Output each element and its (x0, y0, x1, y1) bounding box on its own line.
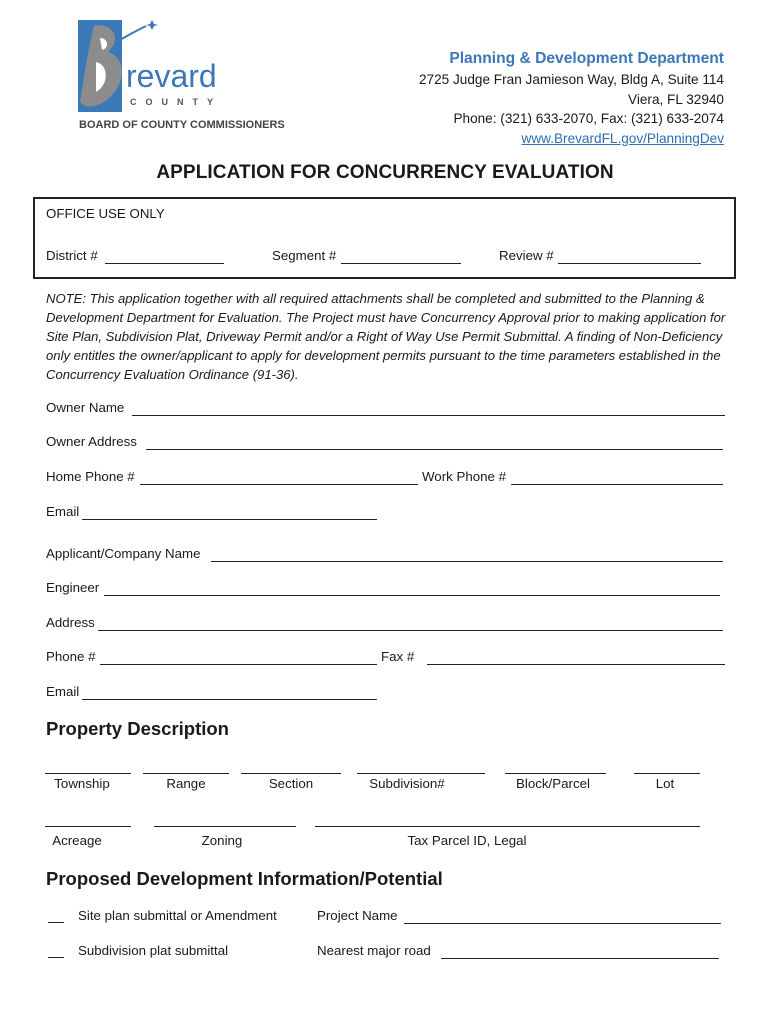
applicant-phone-label: Phone # (46, 649, 96, 664)
department-address: 2725 Judge Fran Jamieson Way, Bldg A, Suite 114 (418, 72, 724, 87)
proposed-development-heading: Proposed Development Information/Potential (46, 868, 443, 889)
subdivision-plat-label: Subdivision plat submittal (78, 943, 229, 958)
segment-field[interactable] (341, 263, 461, 264)
applicant-fax-label: Fax # (381, 649, 415, 664)
district-field[interactable] (105, 263, 224, 264)
tax-parcel-field[interactable] (315, 826, 700, 827)
home-phone-field[interactable] (140, 484, 418, 485)
range-label: Range (166, 776, 206, 791)
department-website-link[interactable]: www.BrevardFL.gov/PlanningDev (521, 130, 724, 146)
owner-email-field[interactable] (82, 519, 377, 520)
section-field[interactable] (241, 773, 341, 774)
work-phone-label: Work Phone # (422, 469, 507, 484)
applicant-address-field[interactable] (98, 630, 723, 631)
zoning-field[interactable] (154, 826, 296, 827)
owner-address-label: Owner Address (46, 434, 137, 449)
property-description-heading: Property Description (46, 718, 229, 739)
brevard-county-logo (74, 18, 294, 136)
owner-email-label: Email (46, 504, 80, 519)
applicant-fax-field[interactable] (427, 664, 725, 665)
logo-brand-text: revard (126, 58, 217, 94)
work-phone-field[interactable] (511, 484, 723, 485)
department-title: Planning & Development Department (449, 50, 724, 67)
logo-star-icon (146, 20, 158, 30)
office-use-heading: OFFICE USE ONLY (46, 206, 165, 221)
subdivision-plat-checkbox[interactable] (48, 957, 64, 958)
page-title: APPLICATION FOR CONCURRENCY EVALUATION (156, 162, 614, 183)
township-field[interactable] (45, 773, 131, 774)
lot-field[interactable] (634, 773, 700, 774)
logo-swoosh (120, 26, 146, 40)
block-parcel-label: Block/Parcel (516, 776, 590, 791)
zoning-label: Zoning (201, 833, 243, 848)
site-plan-label: Site plan submittal or Amendment (78, 908, 277, 923)
applicant-company-label: Applicant/Company Name (46, 546, 201, 561)
department-phone-fax: Phone: (321) 633-2070, Fax: (321) 633-2074 (453, 111, 724, 126)
tax-parcel-label: Tax Parcel ID, Legal (407, 833, 527, 848)
lot-label: Lot (655, 776, 675, 791)
site-plan-checkbox[interactable] (48, 922, 64, 923)
nearest-road-field[interactable] (441, 958, 719, 959)
section-label: Section (268, 776, 314, 791)
engineer-field[interactable] (104, 595, 720, 596)
home-phone-label: Home Phone # (46, 469, 135, 484)
acreage-field[interactable] (45, 826, 131, 827)
applicant-address-label: Address (46, 615, 95, 630)
review-label: Review # (499, 248, 554, 263)
logo-board-text: BOARD OF COUNTY COMMISSIONERS (79, 119, 285, 131)
range-field[interactable] (143, 773, 229, 774)
engineer-label: Engineer (46, 580, 100, 595)
applicant-email-field[interactable] (82, 699, 377, 700)
applicant-company-field[interactable] (211, 561, 723, 562)
department-city: Viera, FL 32940 (628, 91, 724, 107)
acreage-label: Acreage (52, 833, 102, 848)
department-contact (419, 48, 724, 148)
project-name-field[interactable] (404, 923, 721, 924)
applicant-phone-field[interactable] (100, 664, 377, 665)
subdivision-label: Subdivision# (369, 776, 445, 791)
block-parcel-field[interactable] (505, 773, 606, 774)
review-field[interactable] (558, 263, 701, 264)
logo-county-text: COUNTY (130, 97, 222, 107)
township-label: Township (54, 776, 110, 791)
segment-label: Segment # (272, 248, 337, 263)
application-note: NOTE: This application together with all required attachments shall be completed and submitted to the Planning & Development Department for Evaluation. The Project must have Concurrency Approval prior to making application for Site Plan, Subdivision Plat, Driveway Permit and/or a Right of Way Use Permit Submittal. A finding of Non-Deficiency only entitles the owner/applicant to apply for development permits pursuant to the time parameters established in the Concurrency Evaluation Ordinance (91-36). (46, 291, 726, 383)
district-label: District # (46, 248, 98, 263)
project-name-label: Project Name (317, 908, 398, 923)
owner-name-field[interactable] (132, 415, 725, 416)
owner-address-field[interactable] (146, 449, 723, 450)
owner-name-label: Owner Name (46, 400, 125, 415)
applicant-email-label: Email (46, 684, 80, 699)
nearest-road-label: Nearest major road (317, 943, 431, 958)
subdivision-field[interactable] (357, 773, 485, 774)
